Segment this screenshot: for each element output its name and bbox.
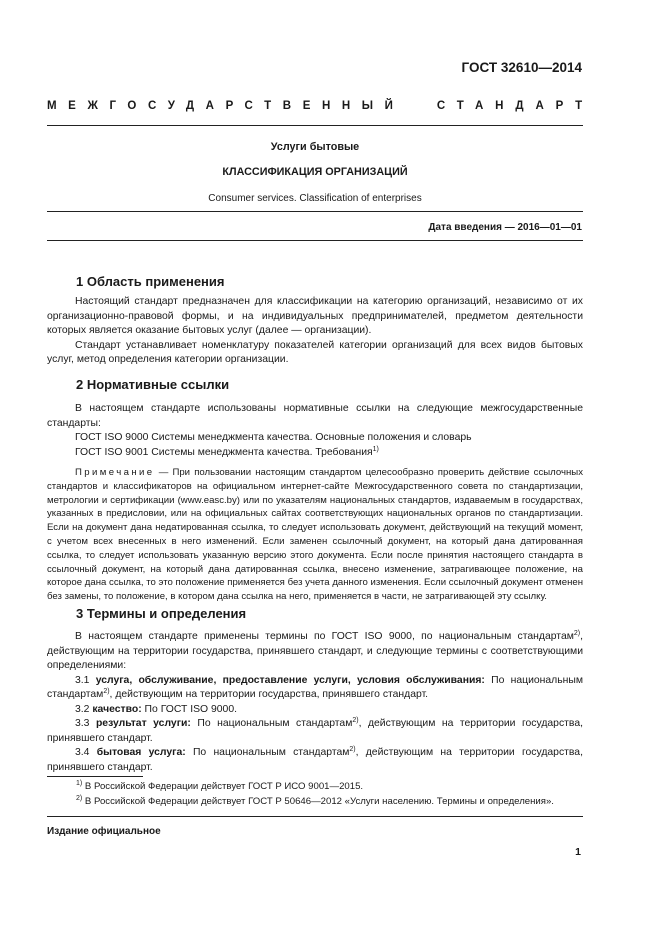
introduction-date: Дата введения — 2016—01—01 [428, 222, 582, 233]
footnote-ref-2: 2) [573, 630, 581, 637]
normative-reference-2 [47, 446, 583, 461]
term-definition-a: По национальным стандартам [190, 718, 353, 729]
section-3-heading: 3 Термины и определения [76, 606, 247, 621]
term-number: 3.4 [75, 747, 97, 758]
footnote-text: В Российской Федерации действует ГОСТ Р 50646—2012 «Услуги населению. Термины и определения». [82, 796, 554, 807]
main-title: КЛАССИФИКАЦИЯ ОРГАНИЗАЦИЙ [222, 166, 408, 178]
section-3-intro [47, 630, 583, 674]
section-2-paragraph-1: В настоящем стандарте использованы нормативные ссылки на следующие межгосударственные стандарты: [47, 403, 583, 429]
header-rule [47, 125, 583, 126]
intro-text-a: В настоящем стандарте применены термины по ГОСТ ISO 9000, по национальным стандартам [75, 631, 574, 642]
banner-word-interstate: МЕЖГОСУДАРСТВЕННЫЙ [47, 100, 405, 112]
footnote-2 [76, 795, 554, 810]
term-name: бытовая услуга: [96, 747, 186, 758]
note-paragraph [47, 466, 583, 604]
footnote-ref-2: 2) [103, 688, 110, 695]
title-rule [47, 211, 583, 212]
term-3-3 [47, 717, 583, 746]
section-1-body [47, 295, 583, 368]
note-text: — При пользовании настоящим стандартом целесообразно проверить действие ссылочных стандартов и классификаторов на официальном интернет-сайте Межгосударственного совета по стандартизации, метрологии и сертификации (www.easc.by) или по указателям национальных стандартов, издаваемым в государствах, указанных в предисловии, или на официальных сайтах соответствующих национальных органов по стандартизации. Если на документ дана недатированная ссылка, то следует использовать документ, действующий на текущий момент, с учетом всех внесенных в него изменений. Если заменен ссылочный документ, на который дана датированная ссылка, то следует использовать указанную версию этого документа. Если после принятия настоящего стандарта в ссылочный документ, на который дана датированная ссылка, внесено изменение, затрагивающее положение, на которое дана ссылка, то это положение применяется без учета данного изменения. Если ссылочный документ отменен без замены, то положение, в котором дана ссылка на него, применяется в части, не затрагивающей эту ссылку. [47, 467, 583, 603]
term-name: услуга, обслуживание, предоставление услуги, условия обслуживания: [95, 674, 485, 686]
service-title: Услуги бытовые [270, 141, 360, 153]
section-3-body [47, 630, 583, 775]
footnote-separator [47, 776, 143, 777]
section-1-heading: 1 Область применения [76, 274, 225, 289]
term-number: 3.1 [75, 674, 96, 686]
term-3-1 [47, 674, 583, 703]
section-2-body [47, 402, 583, 604]
page-number: 1 [575, 846, 581, 858]
term-name: качество: [92, 703, 142, 715]
term-3-2 [47, 703, 583, 718]
term-number: 3.3 [75, 718, 96, 729]
section-1-paragraph-2: Стандарт устанавливает номенклатуру показателей категории организаций для всех видов бытовых услуг, метод определения категории организации. [47, 339, 583, 365]
section-1-paragraph-1: Настоящий стандарт предназначен для классификации на категорию организаций, независимо от их организационно-правовой формы, и на индивидуальных предпринимателей, предметом деятельности которых является оказание бытовых услуг (далее — организации). [47, 296, 583, 336]
footnote-text: В Российской Федерации действует ГОСТ Р ИСО 9001—2015. [82, 781, 364, 792]
term-definition-b: , действующим на территории государства, принявшего стандарт. [47, 747, 583, 773]
reference-2-text: ГОСТ ISO 9001 Системы менеджмента качества. Требования [75, 446, 373, 458]
document-code: ГОСТ 32610—2014 [461, 60, 582, 75]
footnote-ref-2: 2) [352, 717, 359, 724]
footnote-1 [76, 780, 363, 795]
term-definition-a: По национальным стандартам [185, 747, 350, 758]
term-definition-b: , действующим на территории государства, принявшего стандарт. [109, 689, 429, 700]
section-2-heading: 2 Нормативные ссылки [76, 377, 230, 392]
edition-label: Издание официальное [47, 826, 161, 837]
term-name: результат услуги: [95, 718, 191, 729]
footnote-ref-1: 1) [372, 445, 379, 453]
term-3-4 [47, 746, 583, 775]
term-number: 3.2 [75, 703, 93, 715]
footnote-mark: 1) [76, 780, 83, 787]
english-title: Consumer services. Classification of enterprises [208, 193, 422, 204]
note-label: Примечание [75, 467, 155, 478]
standard-banner [47, 99, 594, 114]
banner-word-standard: СТАНДАРТ [436, 100, 594, 112]
footnote-ref-2: 2) [349, 746, 356, 753]
normative-reference-1: ГОСТ ISO 9000 Системы менеджмента качества. Основные положения и словарь [75, 432, 472, 443]
term-definition-b: , действующим на территории государства, принявшего стандарт. [47, 718, 583, 744]
term-definition-a: По ГОСТ ISO 9000. [141, 703, 237, 715]
intro-text-b: , действующим на территории государства, принявшего стандарт, и следующие термины с соответствующими определениями: [47, 631, 583, 671]
date-rule [47, 240, 583, 241]
footer-rule [47, 816, 583, 817]
footnote-mark: 2) [76, 795, 83, 802]
term-definition-a: По национальным стандартам [47, 674, 583, 700]
